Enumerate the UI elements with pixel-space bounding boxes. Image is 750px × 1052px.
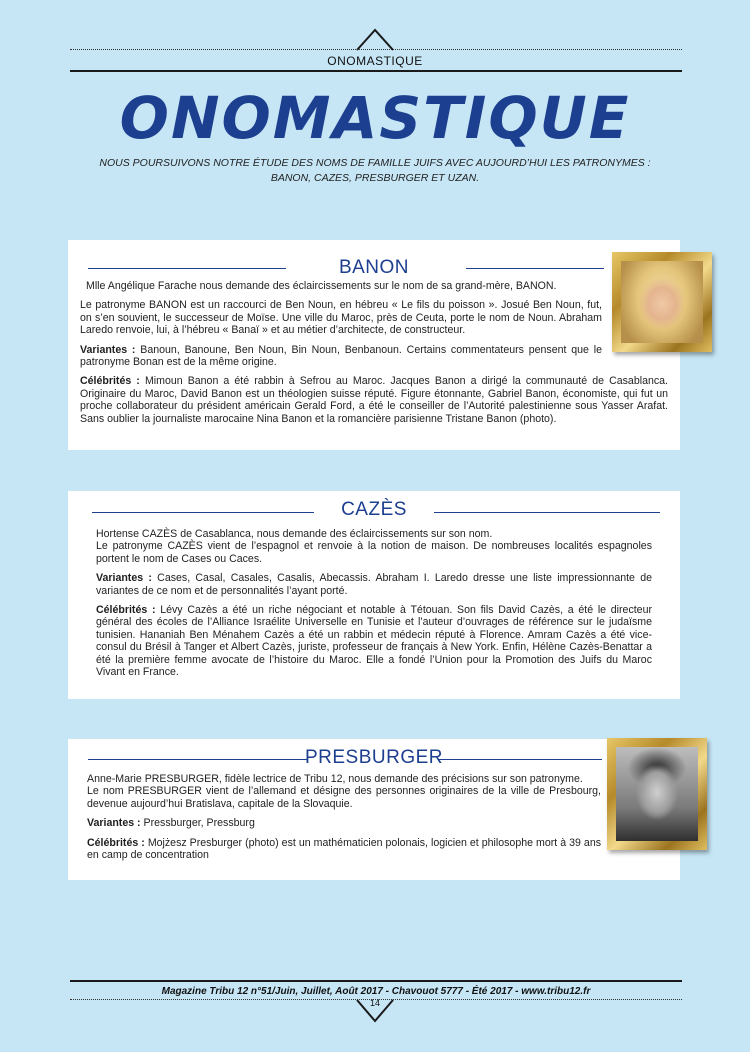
presburger-photo	[616, 747, 698, 841]
cazes-body	[96, 528, 652, 678]
footer-solid-rule	[70, 980, 682, 982]
presburger-card	[68, 739, 680, 880]
banon-variantes-label: Variantes :	[80, 343, 136, 356]
banon-celebrites-text: Mimoun Banon a été rabbin à Sefrou au Maroc. Jacques Banon a dirigé la communauté de Casablanca. Originaire du Maroc, David Banon est un théologien suisse réputé. Figure étonnante, Gabriel Banon, économiste, qui fut un proche collaborateur du président américain Gerald Ford, a été le conseiller de l’Autorité palestinienne sous Yasser Arafat. Sans oublier la journaliste marocaine Nina Banon et la romancière parisienne Tristane Banon (photo).	[80, 375, 668, 425]
section-label: ONOMASTIQUE	[327, 54, 423, 68]
cazes-origin: Le patronyme CAZÈS vient de l’espagnol et renvoie à la notion de maison. De nombreuses localités espagnoles portent le nom de Cases ou Caces.	[96, 540, 652, 565]
presburger-variantes	[87, 817, 601, 829]
presburger-variantes-label: Variantes :	[87, 817, 141, 830]
subtitle-line-1: NOUS POURSUIVONS NOTRE ÉTUDE DES NOMS DE FAMILLE JUIFS AVEC AUJOURD’HUI LES PATRONYMES :	[99, 157, 651, 169]
presburger-celebrites-text: Mojżesz Presburger (photo) est un mathématicien polonais, logicien et philosophe mort à 39 ans en camp de concentration	[87, 836, 602, 862]
page-title: ONOMASTIQUE	[119, 84, 631, 152]
banon-intro: Mlle Angélique Farache nous demande des éclaircissements sur le nom de sa grand-mère, BANON.	[86, 280, 557, 292]
cazes-heading-rule-right	[434, 512, 660, 513]
cazes-card	[68, 491, 680, 699]
presburger-origin: Le nom PRESBURGER vient de l’allemand et désigne des personnes originaires de la ville de Presbourg, devenue aujourd’hui Bratislava, capitale de la Slovaquie.	[87, 785, 601, 810]
banon-celebrites-label: Célébrités :	[80, 375, 140, 388]
banon-card	[68, 240, 680, 450]
cazes-variantes-label: Variantes :	[96, 572, 152, 585]
presburger-celebrites-label: Célébrités :	[87, 836, 145, 849]
banon-variantes	[80, 344, 602, 369]
banon-photo	[621, 261, 703, 343]
cazes-celebrites	[96, 604, 652, 678]
banon-origin: Le patronyme BANON est un raccourci de Ben Noun, en hébreu « Le fils du poisson ». Josué Ben Noun, fut, on s’en souvient, le successeur de Moïse. Une ville du Maroc, près de Ceuta, porte le nom de Noun. Abraham Laredo renvoie, lui, à l’hébreu « Banaï » et au métier d’architecte, de constructeur.	[80, 299, 602, 337]
presburger-heading: PRESBURGER	[304, 747, 444, 768]
page-subtitle	[95, 156, 655, 186]
presburger-body	[87, 773, 601, 861]
subtitle-line-2: BANON, CAZES, PRESBURGER ET UZAN.	[270, 172, 480, 184]
banon-body	[80, 280, 668, 425]
header-solid-rule	[70, 70, 682, 72]
presburger-photo-frame	[607, 738, 707, 850]
banon-heading-rule-right	[466, 268, 604, 269]
header-dotted-rule	[70, 49, 682, 50]
footer-triangle-ornament	[355, 998, 395, 1024]
banon-variantes-text: Banoun, Banoune, Ben Noun, Bin Noun, Benbanoun. Certains commentateurs pensent que le patronyme Bonan est de la même origine.	[80, 343, 603, 369]
presburger-heading-rule-right	[438, 759, 602, 760]
presburger-celebrites	[87, 837, 601, 862]
cazes-celebrites-text: Lévy Cazès a été un riche négociant et notable à Tétouan. Son fils David Cazès, a été le directeur général des écoles de l’Alliance Israélite Universelle en Tunisie et l’auteur d’ouvrages de référence sur le judaïsme tunisien. Hananiah Ben Ménahem Cazès a été un rabbin et médecin réputé à Florence. Amram Cazès a été vice-consul du Brésil à Tanger et Albert Cazès, juriste, professeur de français à New York. Enfin, Hélène Cazès-Benattar a été la première femme avocate de l’histoire du Maroc. Elle a fondé l’Union pour la Promotion des Juifs du Maroc Vivant en France.	[96, 604, 652, 679]
page-number: 14	[369, 998, 380, 1008]
cazes-intro: Hortense CAZÈS de Casablanca, nous demande des éclaircissements sur son nom.	[96, 528, 493, 540]
banon-photo-frame	[612, 252, 712, 352]
presburger-intro: Anne-Marie PRESBURGER, fidèle lectrice de Tribu 12, nous demande des précisions sur son patronyme.	[87, 773, 583, 785]
footer-text: Magazine Tribu 12 n°51/Juin, Juillet, Août 2017 - Chavouot 5777 - Été 2017 - www.tribu12.fr	[161, 986, 591, 997]
banon-heading: BANON	[338, 257, 410, 278]
cazes-variantes-text: Cases, Casal, Casales, Casalis, Abecassis. Abraham I. Laredo dresse une liste impressionnante de variantes de ce nom et de personnalités l’ayant porté.	[96, 572, 652, 597]
cazes-variantes	[96, 572, 652, 597]
banon-celebrites	[80, 375, 668, 425]
cazes-celebrites-label: Célébrités :	[96, 604, 156, 617]
cazes-heading: CAZÈS	[341, 499, 407, 520]
presburger-variantes-text: Pressburger, Pressburg	[143, 817, 255, 830]
